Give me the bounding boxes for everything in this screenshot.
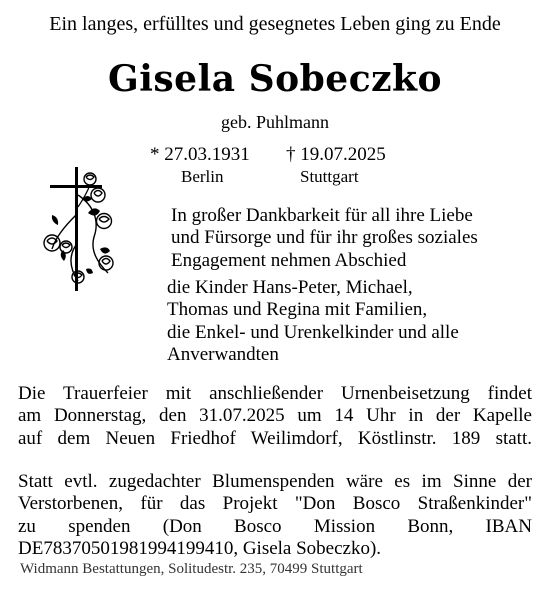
death-date: † 19.07.2025	[286, 144, 386, 165]
undertaker-footer: Widmann Bestattungen, Solitudestr. 235, 70499 Stuttgart	[20, 561, 363, 577]
service-line: Die Trauerfeier mit anschließender Urnenbeisetzung findet	[18, 383, 532, 404]
donation-text	[18, 471, 532, 560]
death-place: Stuttgart	[300, 167, 359, 186]
family-line: die Kinder Hans-Peter, Michael,	[167, 277, 413, 298]
birth-place: Berlin	[181, 167, 224, 186]
cross-with-roses-icon	[38, 165, 128, 293]
donation-line: Statt evtl. zugedachter Blumenspenden wäre es im Sinne der	[18, 471, 532, 492]
maiden-name: geb. Puhlmann	[221, 112, 329, 132]
intro-line: Ein langes, erfülltes und gesegnetes Leben ging zu Ende	[49, 13, 501, 35]
birth-date: * 27.03.1931	[150, 144, 250, 165]
thanks-line: In großer Dankbarkeit für all ihre Liebe	[171, 205, 473, 226]
family-line: Thomas und Regina mit Familien,	[167, 299, 428, 321]
donation-line: zu spenden (Don Bosco Mission Bonn, IBAN	[18, 515, 532, 537]
thanks-text	[171, 205, 478, 272]
service-line: am Donnerstag, den 31.07.2025 um 14 Uhr in der Kapelle	[18, 405, 532, 427]
service-line: auf dem Neuen Friedhof Weilimdorf, Köstlinstr. 189 statt.	[18, 427, 532, 449]
deceased-name: Gisela Sobeczko	[107, 58, 443, 100]
thanks-line: Engagement nehmen Abschied	[171, 249, 407, 271]
family-text	[167, 277, 459, 366]
family-line: Anverwandten	[167, 343, 279, 365]
funeral-service-text	[18, 383, 532, 450]
thanks-line: und Fürsorge und für ihr großes soziales	[171, 227, 478, 249]
donation-line: DE78370501981994199410, Gisela Sobeczko).	[18, 537, 382, 559]
family-line: die Enkel- und Urenkelkinder und alle	[167, 321, 459, 343]
donation-line: Verstorbenen, für das Projekt "Don Bosco Straßenkinder"	[18, 493, 532, 515]
